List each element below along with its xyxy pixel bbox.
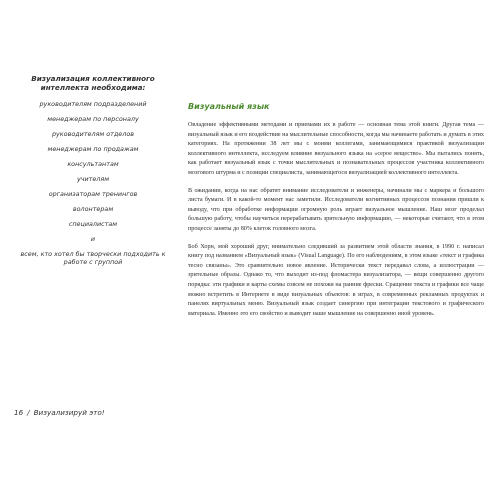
list-item: всем, кто хотел бы творчески подходить к работе с группой <box>20 250 166 266</box>
main-text-column <box>188 102 484 327</box>
body-paragraph: Боб Хорн, мой хороший друг, внимательно следивший за развитием этой области знания, в 1990 г. написал книгу под названием «Визуальный язык» (Visual Language). По его наблюдениям, в этом языке «текст и графика тесно связаны». Это сравнительно новое явление. Исторически текст передавал слова, а иллюстрации — зрительные образы. Однако то, что выходит из-под фломастера визуализатора, — вещи совершенно другого порядка: эти графики и карты схемы совсем не похожи на ранние фрески. Сращение текста и графики все чаще можно встретить в Интернете в виде визуальных объектов: в играх, в современных рекламных продуктах и панелях виртуальных меню. Визуальный язык создает синергию при интеграции текстового и графического материала. Именно это его свойство и выводит наше мышление на совершенно иной уровень. <box>188 243 484 317</box>
sidebar-title: Визуализация коллективного интеллекта необходима: <box>31 74 155 92</box>
page-footer <box>14 408 105 417</box>
book-title: Визуализируй это! <box>33 408 105 417</box>
body-paragraph: В ожидании, когда на нас обратят внимание исследователи и инженеры, начинали мы с маркера и большого листа бумаги. И в какой-то момент нас заметили. Исследователи когнитивных процессов познания пришли к выводу, что при обработке информации огромную роль играет визуальное мышление. Наш мозг проделал большую работу, чтобы научиться перерабатывать зрительную информацию, — некоторые считают, что в этом процессе заняты до 80% клеток головного мозга. <box>188 187 484 232</box>
list-item: руководителям отделов <box>51 130 135 138</box>
list-item: и <box>90 235 96 243</box>
sidebar-audience-list <box>14 74 172 273</box>
list-item: учителям <box>76 175 110 183</box>
list-item: менеджерам по персоналу <box>47 115 139 123</box>
page-number: 16 <box>14 408 24 417</box>
list-item: менеджерам по продажам <box>47 145 139 153</box>
footer-separator: / <box>27 408 30 417</box>
section-heading: Визуальный язык <box>188 102 270 111</box>
list-item: организаторам тренингов <box>48 190 138 198</box>
body-paragraph: Овладение эффективными методами и приемами их в работе — основная тема этой книги. Другая тема — визуальный язык и его воздействие на мыслительные способности, когда мы начинаете работать и думать в этих категориях. На протяжении 38 лет мы с моими коллегами, занимающимися практикой визуализации коллективного интеллекта, исследуем влияние визуального языка на «серое вещество». Мы пытались понять, как работает визуальный язык с точки мыслительных и познавательных процессов участника коллективного мозгового штурма и с позиции специалиста, занимающегося визуализацией коллективного интеллекта. <box>188 122 484 176</box>
list-item: специалистам <box>68 220 118 228</box>
list-item: консультантам <box>67 160 119 168</box>
list-item: руководителям подразделений <box>39 100 147 108</box>
list-item: волонтерам <box>72 205 114 213</box>
